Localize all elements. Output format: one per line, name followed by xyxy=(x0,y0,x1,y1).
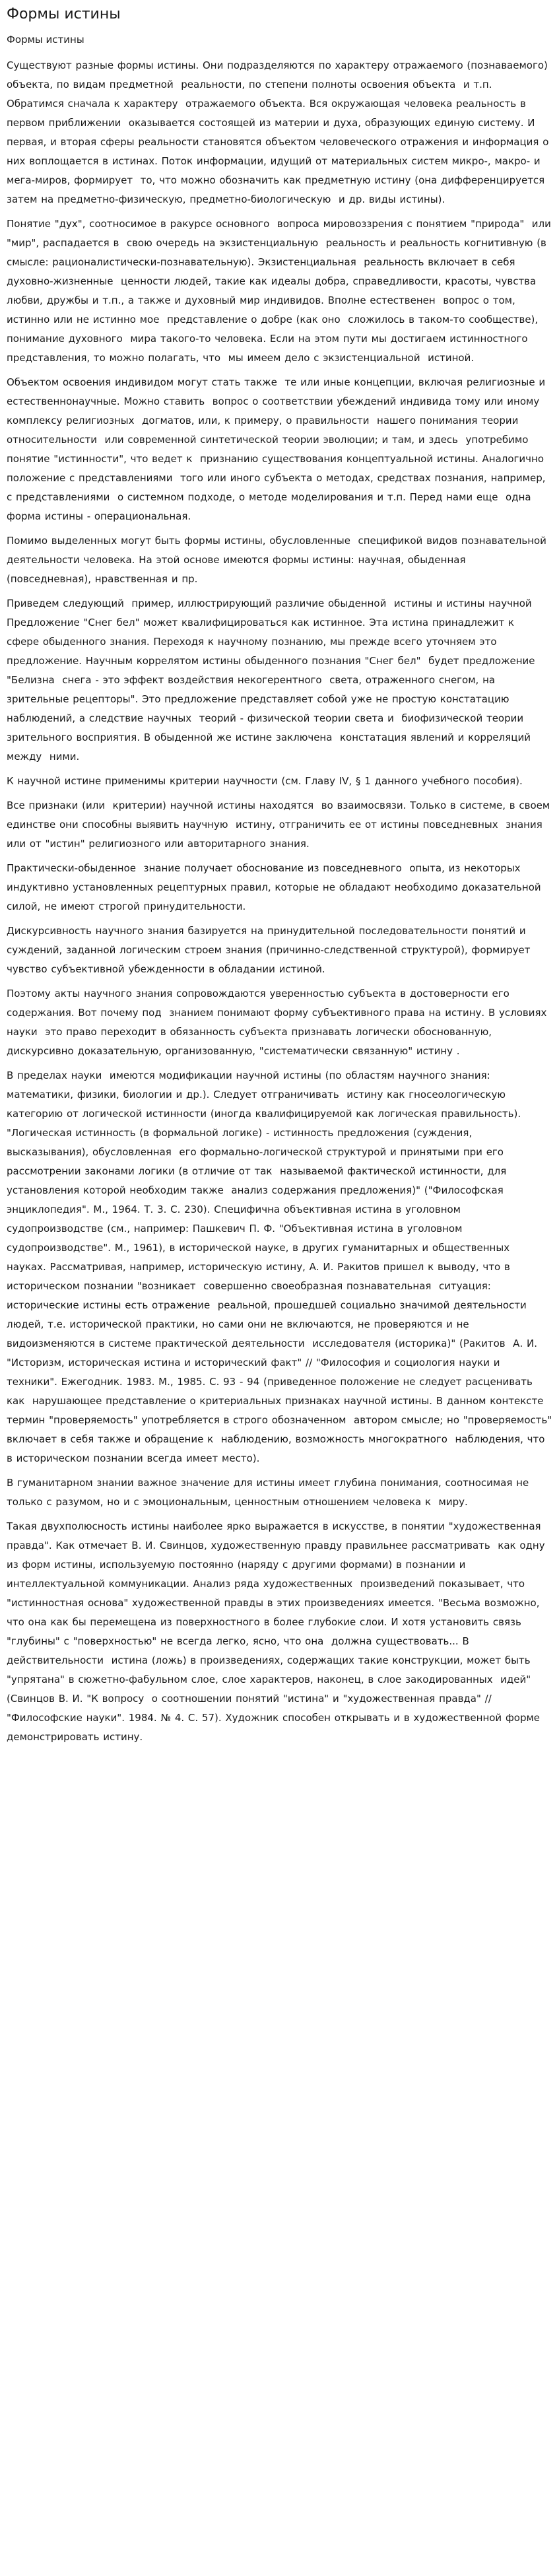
paragraph: Такая двухполюсность истины наиболее ярко выражается в искусстве, в понятии "художественная правда". Как отмечает В. И. Свинцов, художественную правду правильнее рассматривать как одну из форм истины, используемую постоянно (наряду с другими формами) в познании и интеллектуальной коммуникации. Анализ ряда художественных произведений показывает, что "истинностная основа" художественной правды в этих произведениях имеется. "Весьма возможно, что она как бы перемещена из поверхностного в более глубокие слои. И хотя установить связь "глубины" с "поверхностью" не всегда легко, ясно, что она должна существовать... В действительности истина (ложь) в произведениях, содержащих такие конструкции, может быть "упрятана" в сюжетно-фабульном слое, слое характеров, наконец, в слое закодированных идей" (Свинцов В. И. "К вопросу о соотношении понятий "истина" и "художественная правда" // "Философские науки". 1984. № 4. С. 57). Художник способен открывать и в художественной форме демонстрировать истину. xyxy=(7,1520,549,1744)
paragraph: Дискурсивность научного знания базируется на принудительной последовательности понятий и суждений, заданной логическим строем знания (причинно-следственной структурой), формирует чувство субъективной убежденности в обладании истиной. xyxy=(7,925,538,976)
paragraph: К научной истине применимы критерии научности (см. Главу IV, § 1 данного учебного пособия). xyxy=(7,775,523,788)
paragraph: Практически-обыденное знание получает обоснование из повседневного опыта, из некоторых индуктивно установленных рецептурных правил, которые не обладают необходимо доказательной силой, не имеют строгой принудительности. xyxy=(7,862,549,913)
paragraph: В пределах науки имеются модификации научной истины (по областям научного знания: математики, физики, биологии и др.). Следует отграничивать истину как гносеологическую категорию от логической истинности (иногда квалифицируемой как логическая правильность). "Логическая истинность (в формальной логике) - истинность предложения (суждения, высказывания), обусловленная его формально-логической структурой и принятыми при его рассмотрении законами логики (в отличие от так называемой фактической истинности, для установления которой необходим также анализ содержания предложения)" ("Философская энциклопедия". М., 1964. Т. 3. С. 230). Специфична объективная истина в уголовном судопроизводстве (см., например: Пашкевич П. Ф. "Объективная истина в уголовном судопроизводстве". М., 1961), в исторической науке, в других гуманитарных и общественных науках. Рассматривая, например, историческую истину, А. И. Ракитов пришел к выводу, что в историческом познании "возникает совершенно своеобразная познавательная ситуация: исторические истины есть отражение реальной, прошедшей социально значимой деятельности людей, т.е. исторической практики, но сами они не включаются, не проверяются и не видоизменяются в системе практической деятельности исследователя (историка)" (Ракитов А. И. "Историзм, историческая истина и исторический факт" // "Философия и социология науки и техники". Ежегодник. 1983. М., 1985. С. 93 - 94 (приведенное положение не следует расценивать как нарушающее представление о критериальных признаках научной истины. В данном контексте термин "проверяемость" употребляется в строго обозначенном автором смысле; но "проверяемость" включает в себя также и обращение к наблюдению, возможность многократного наблюдения, что в историческом познании всегда имеет место). xyxy=(7,1069,556,1465)
paragraph: Существуют разные формы истины. Они подразделяются по характеру отражаемого (познаваемого) объекта, по видам предметной реальности, по степени полноты освоения объекта и т.п. Обратимся сначала к характеру отражаемого объекта. Вся окружающая человека реальность в первом приближении оказывается состоящей из материи и духа, образующих единую систему. И первая, и вторая сферы реальности становятся объектом человеческого отражения и информация о них воплощается в истинах. Поток информации, идущий от материальных систем микро-, макро- и мега-миров, формирует то, что можно обозначить как предметную истину (она дифференцируется затем на предметно-физическую, предметно-биологическую и др. виды истины). xyxy=(7,59,553,206)
paragraph: В гуманитарном знании важное значение для истины имеет глубина понимания, соотносимая не только с разумом, но и с эмоциональным, ценностным отношением человека к миру. xyxy=(7,1477,533,1508)
paragraph: Поэтому акты научного знания сопровождаются уверенностью субъекта в достоверности его содержания. Вот почему под знанием понимают форму субъективного права на истину. В условиях науки это право переходит в обязанность субъекта признавать логически обоснованную, дискурсивно доказательную, организованную, "систематически связанную" истину . xyxy=(7,988,551,1058)
page-subtitle: Формы истины xyxy=(7,33,84,46)
article-body xyxy=(7,56,558,1747)
paragraph: Объектом освоения индивидом могут стать также те или иные концепции, включая религиозные и естественнонаучные. Можно ставить вопрос о соответствии убеждений индивида тому или иному комплексу религиозных догматов, или, к примеру, о правильности нашего понимания теории относительности или современной синтетической теории эволюции; и там, и здесь употребимо понятие "истинности", что ведет к признанию существования концептуальной истины. Аналогично положение с представлениями того или иного субъекта о методах, средствах познания, например, с представлениями о системном подходе, о методе моделирования и т.п. Перед нами еще одна форма истины - операциональная. xyxy=(7,376,553,523)
paragraph: Помимо выделенных могут быть формы истины, обусловленные спецификой видов познавательной деятельности человека. На этой основе имеются формы истины: научная, обыденная (повседневная), нравственная и пр. xyxy=(7,535,554,586)
paragraph: Все признаки (или критерии) научной истины находятся во взаимосвязи. Только в системе, в своем единстве они способны выявить научную истину, отграничить ее от истины повседневных знания или от "истин" религиозного или авторитарного знания. xyxy=(7,799,558,850)
page-title: Формы истины xyxy=(7,6,121,22)
paragraph: Понятие "дух", соотносимое в ракурсе основного вопроса мировоззрения с понятием "природа" или "мир", распадается в свою очередь на экзистенциальную реальность и реальность когнитивную (в смысле: рационалистически-познавательную). Экзистенциальная реальность включает в себя духовно-жизненные ценности людей, такие как идеалы добра, справедливости, красоты, чувства любви, дружбы и т.п., а также и духовный мир индивидов. Вполне естественен вопрос о том, истинно или не истинно мое представление о добре (как оно сложилось в таком-то сообществе), понимание духовного мира такого-то человека. Если на этом пути мы достигаем истинностного представления, то можно полагать, что мы имеем дело с экзистенциальной истиной. xyxy=(7,218,555,364)
paragraph: Приведем следующий пример, иллюстрирующий различие обыденной истины и истины научной Предложение "Снег бел" может квалифицироваться как истинное. Эта истина принадлежит к сфере обыденного знания. Переходя к научному познанию, мы прежде всего уточняем это предложение. Научным коррелятом истины обыденного познания "Снег бел" будет предложение "Белизна снега - это эффект воздействия некогерентного света, отраженного снегом, на зрительные рецепторы". Это предложение представляет собой уже не простую констатацию наблюдений, а следствие научных теорий - физической теории света и биофизической теории зрительного восприятия. В обыденной же истине заключена констатация явлений и корреляций между ними. xyxy=(7,597,539,763)
